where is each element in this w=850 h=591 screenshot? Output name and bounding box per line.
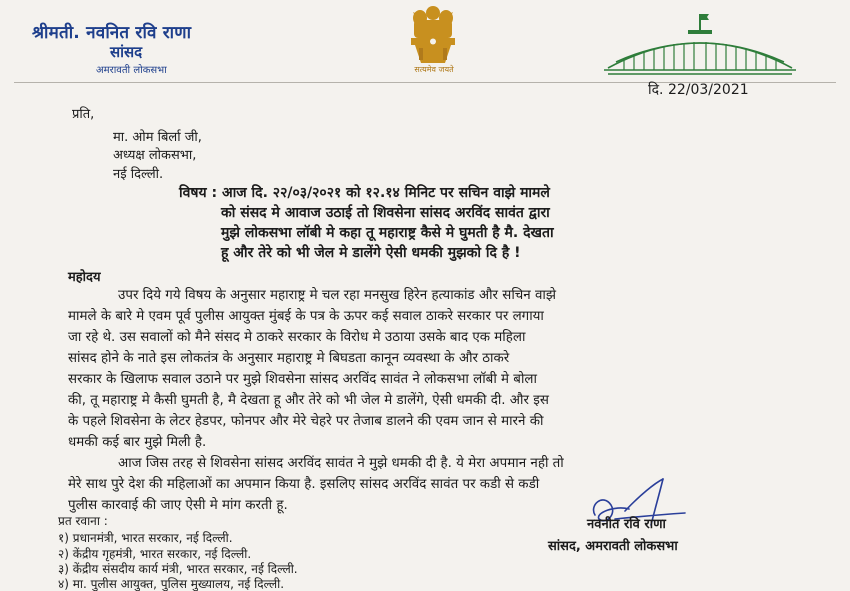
- subject-line: को संसद मे आवाज उठाई तो शिवसेना सांसद अरविंद सावंत द्वारा: [221, 205, 550, 221]
- cc-item: ३) केंद्रीय संसदीय कार्य मंत्री, भारत सरकार, नई दिल्ली.: [58, 562, 298, 576]
- letterhead: [0, 0, 850, 84]
- recipient-line: मा. ओम बिर्ला जी,: [113, 130, 202, 145]
- body-line: धमकी कई बार मुझे मिली है.: [68, 435, 207, 450]
- body2-line: आज जिस तरह से शिवसेना सांसद अरविंद सावंत ने मुझे धमकी दी है. ये मेरा अपमान नही तो: [118, 456, 564, 471]
- body-line: सरकार के खिलाफ सवाल उठाने पर मुझे शिवसेना सांसद अरविंद सावंत ने लोकसभा लॉबी मे बोला: [68, 372, 537, 387]
- body-line: मामले के बारे मे एवम पूर्व पुलीस आयुक्त मुंबई के पत्र के ऊपर कई सवाल ठाकरे सरकार पर लगाया: [68, 309, 544, 324]
- cc-item: १) प्रधानमंत्री, भारत सरकार, नई दिल्ली.: [58, 531, 233, 545]
- salutation: महोदय: [68, 270, 101, 285]
- recipient-line: अध्यक्ष लोकसभा,: [113, 148, 197, 163]
- body-line: की, तू महाराष्ट्र मे कैसी घुमती है, मै देखता हू और तेरे को भी जेल मे डालेंगे, ऐसी धमकी दी. और इस: [68, 393, 549, 408]
- cc-heading: प्रत रवाना :: [58, 514, 108, 528]
- cc-item: ४) मा. पुलीस आयुक्त, पुलिस मुख्यालय, नई दिल्ली.: [58, 577, 285, 591]
- national-emblem-icon: [393, 4, 473, 66]
- mp-title: सांसद: [110, 43, 143, 61]
- recipient-prefix: प्रति,: [72, 107, 95, 122]
- signatory-title: सांसद, अमरावती लोकसभा: [548, 539, 678, 554]
- body2-line: मेरे साथ पुरे देश की महिलाओं का अपमान किया है. इसलिए सांसद अरविंद सावंत पर कडी से कडी: [68, 477, 540, 492]
- recipient-line: नई दिल्ली.: [113, 167, 164, 182]
- letter-date: दि. 22/03/2021: [648, 82, 749, 98]
- body2-line: पुलीस कारवाई की जाए ऐसी मे मांग करती हू.: [68, 498, 288, 513]
- body-line: उपर दिये गये विषय के अनुसार महाराष्ट्र मे चल रहा मनसुख हिरेन हत्याकांड और सचिन वाझे: [118, 288, 557, 303]
- body-line: के पहले शिवसेना के लेटर हेडपर, फोनपर और मेरे चेहरे पर तेजाब डालने की एवम जान से मारने की: [68, 414, 544, 429]
- subject-line: हू और तेरे को भी जेल मे डालेंगे ऐसी धमकी मुझको दि है !: [221, 245, 521, 261]
- signatory-name: नवनीत रवि राणा: [587, 517, 666, 532]
- parliament-building-icon: [600, 10, 800, 76]
- body-line: सांसद होने के नाते इस लोकतंत्र के अनुसार महाराष्ट्र मे बिघडता कानून व्यवस्था के और ठाकरे: [68, 351, 510, 366]
- subject-line: विषय : आज दि. २२/०३/२०२१ को १२.१४ मिनिट पर सचिन वाझे मामले: [179, 185, 550, 201]
- cc-item: २) केंद्रीय गृहमंत्री, भारत सरकार, नई दिल्ली.: [58, 547, 252, 561]
- mp-name: श्रीमती. नवनित रवि राणा: [32, 23, 192, 43]
- body-line: जा रहे थे. उस सवालों को मैने संसद मे ठाकरे सरकार के विरोध मे उठाया उसके बाद एक महिला: [68, 330, 526, 345]
- mp-constituency: अमरावती लोकसभा: [96, 65, 167, 76]
- emblem-motto: सत्यमेव जयते: [414, 65, 454, 74]
- subject-line: मुझे लोकसभा लॉबी मे कहा तू महाराष्ट्र कैसे मे घुमती है मै. देखता: [221, 225, 554, 241]
